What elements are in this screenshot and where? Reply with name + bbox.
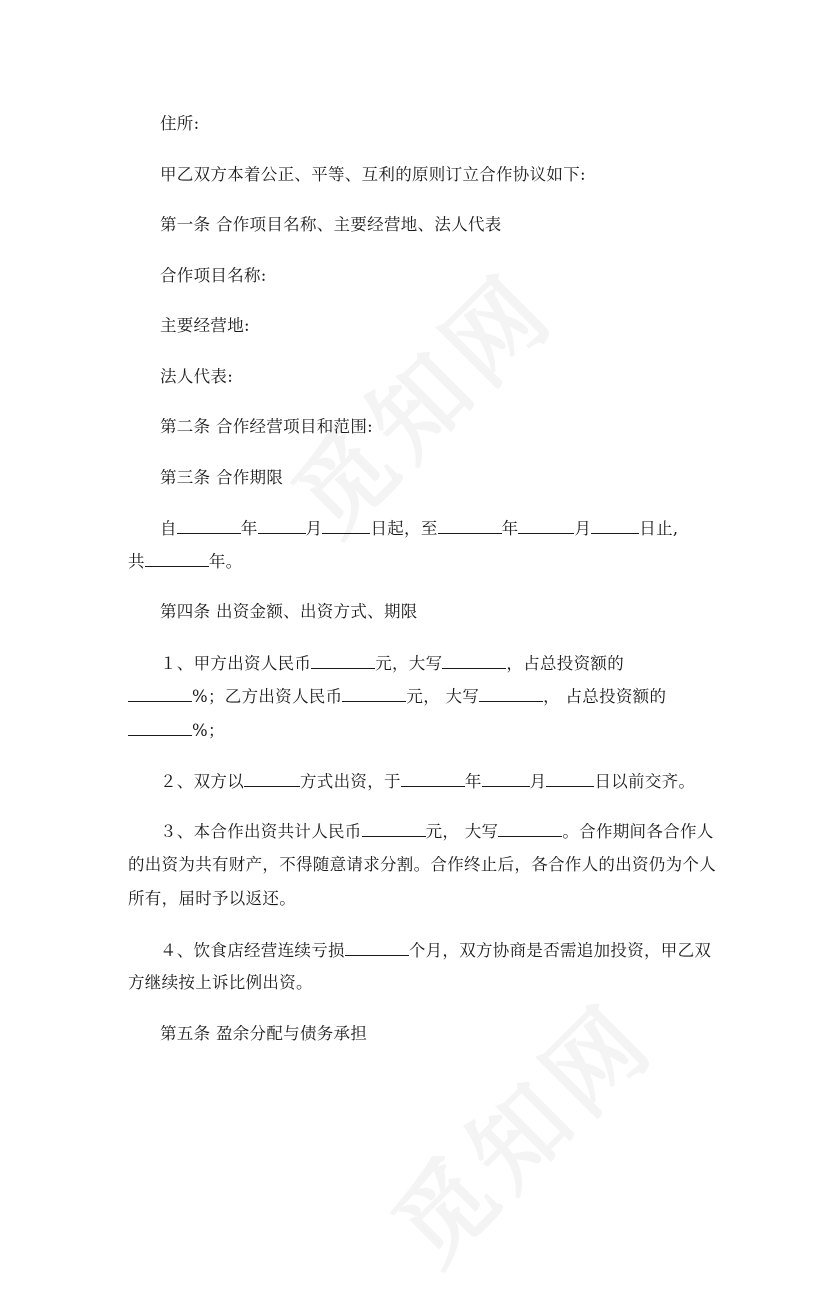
clause-4-4-line-1 — [160, 940, 740, 961]
party-a-amount-blank — [311, 653, 375, 669]
total-prefix: 共 — [128, 552, 145, 571]
payment-method-text: ２、双方以 — [160, 772, 244, 791]
article-4-title: 第四条 出资金额、出资方式、期限 — [160, 602, 418, 621]
term-line-2 — [128, 551, 708, 572]
loss-months-blank — [345, 940, 409, 956]
start-day-blank — [322, 518, 370, 534]
clause-4-3-line-1 — [160, 821, 740, 842]
percent-text: %； — [192, 721, 225, 740]
party-b-words-blank — [479, 686, 543, 702]
deadline-suffix: 日以前交齐。 — [594, 772, 696, 791]
total-capital-text: ３、本合作出资共计人民币 — [160, 822, 362, 841]
clause-4-3-line-3: 所有，届时予以返还。 — [128, 889, 296, 908]
total-amount-blank — [362, 821, 426, 837]
term-line-1 — [160, 518, 740, 539]
joint-property-text: 。合作期间各合作人 — [562, 822, 714, 841]
deadline-month-blank — [482, 771, 530, 787]
total-words-blank — [498, 821, 562, 837]
method-blank — [244, 771, 300, 787]
end-year-blank — [438, 518, 502, 534]
party-a-capital-text: １、甲方出资人民币 — [160, 654, 312, 673]
clause-4-1-line-1 — [160, 653, 740, 674]
article-5-title: 第五条 盈余分配与债务承担 — [160, 1024, 368, 1043]
party-a-words-blank — [442, 653, 506, 669]
article-1-title: 第一条 合作项目名称、主要经营地、法人代表 — [160, 215, 502, 234]
watermark-lower — [358, 968, 680, 1289]
article-2-title: 第二条 合作经营项目和范围: — [160, 417, 374, 436]
total-suffix: 年。 — [208, 552, 243, 571]
term-from: 自 — [160, 519, 177, 538]
share-text: ，占总投资额的 — [506, 654, 625, 673]
total-years-blank — [145, 551, 209, 567]
clause-4-1-line-2 — [128, 686, 708, 707]
capital-words-text: 元，大写 — [375, 654, 443, 673]
article-3-title: 第三条 合作期限 — [160, 468, 284, 487]
clause-4-3-line-2: 的出资为共有财产，不得随意请求分割。合作终止后，各合作人的出资仍为个人 — [128, 855, 716, 874]
capital-words-text: 元， 大写 — [406, 687, 480, 706]
day-to-text: 日止, — [639, 519, 679, 538]
party-b-capital-text: %；乙方出资人民币 — [192, 687, 343, 706]
party-b-share-blank — [128, 720, 192, 736]
loss-text: ４、饮食店经营连续亏损 — [160, 941, 345, 960]
project-name-label: 合作项目名称: — [160, 266, 267, 285]
capital-words-text: 元， 大写 — [425, 822, 499, 841]
start-year-blank — [177, 518, 241, 534]
end-month-blank — [518, 518, 574, 534]
month-unit: 月 — [574, 519, 592, 538]
share-text: ， 占总投资额的 — [543, 687, 667, 706]
legal-rep-label: 法人代表: — [160, 367, 234, 386]
year-unit: 年 — [464, 772, 482, 791]
party-a-share-blank — [128, 686, 192, 702]
preamble: 甲乙双方本着公正、平等、互利的原则订立合作协议如下: — [160, 165, 586, 184]
year-unit: 年 — [501, 519, 519, 538]
month-unit: 月 — [305, 519, 323, 538]
clause-4-2 — [160, 771, 740, 792]
clause-4-4-line-2: 方继续按上诉比例出资。 — [128, 973, 313, 992]
main-location-label: 主要经营地: — [160, 316, 250, 335]
party-b-amount-blank — [342, 686, 406, 702]
clause-4-1-line-3 — [128, 720, 708, 741]
address-label: 住所: — [160, 114, 200, 133]
payment-deadline-text: 方式出资，于 — [300, 772, 401, 791]
deadline-day-blank — [546, 771, 594, 787]
end-day-blank — [591, 518, 639, 534]
day-from-text: 日起，至 — [370, 519, 438, 538]
deadline-year-blank — [401, 771, 465, 787]
start-month-blank — [258, 518, 306, 534]
month-unit: 月 — [529, 772, 547, 791]
additional-investment-text: 个月，双方协商是否需追加投资，甲乙双 — [408, 941, 712, 960]
year-unit: 年 — [240, 519, 258, 538]
